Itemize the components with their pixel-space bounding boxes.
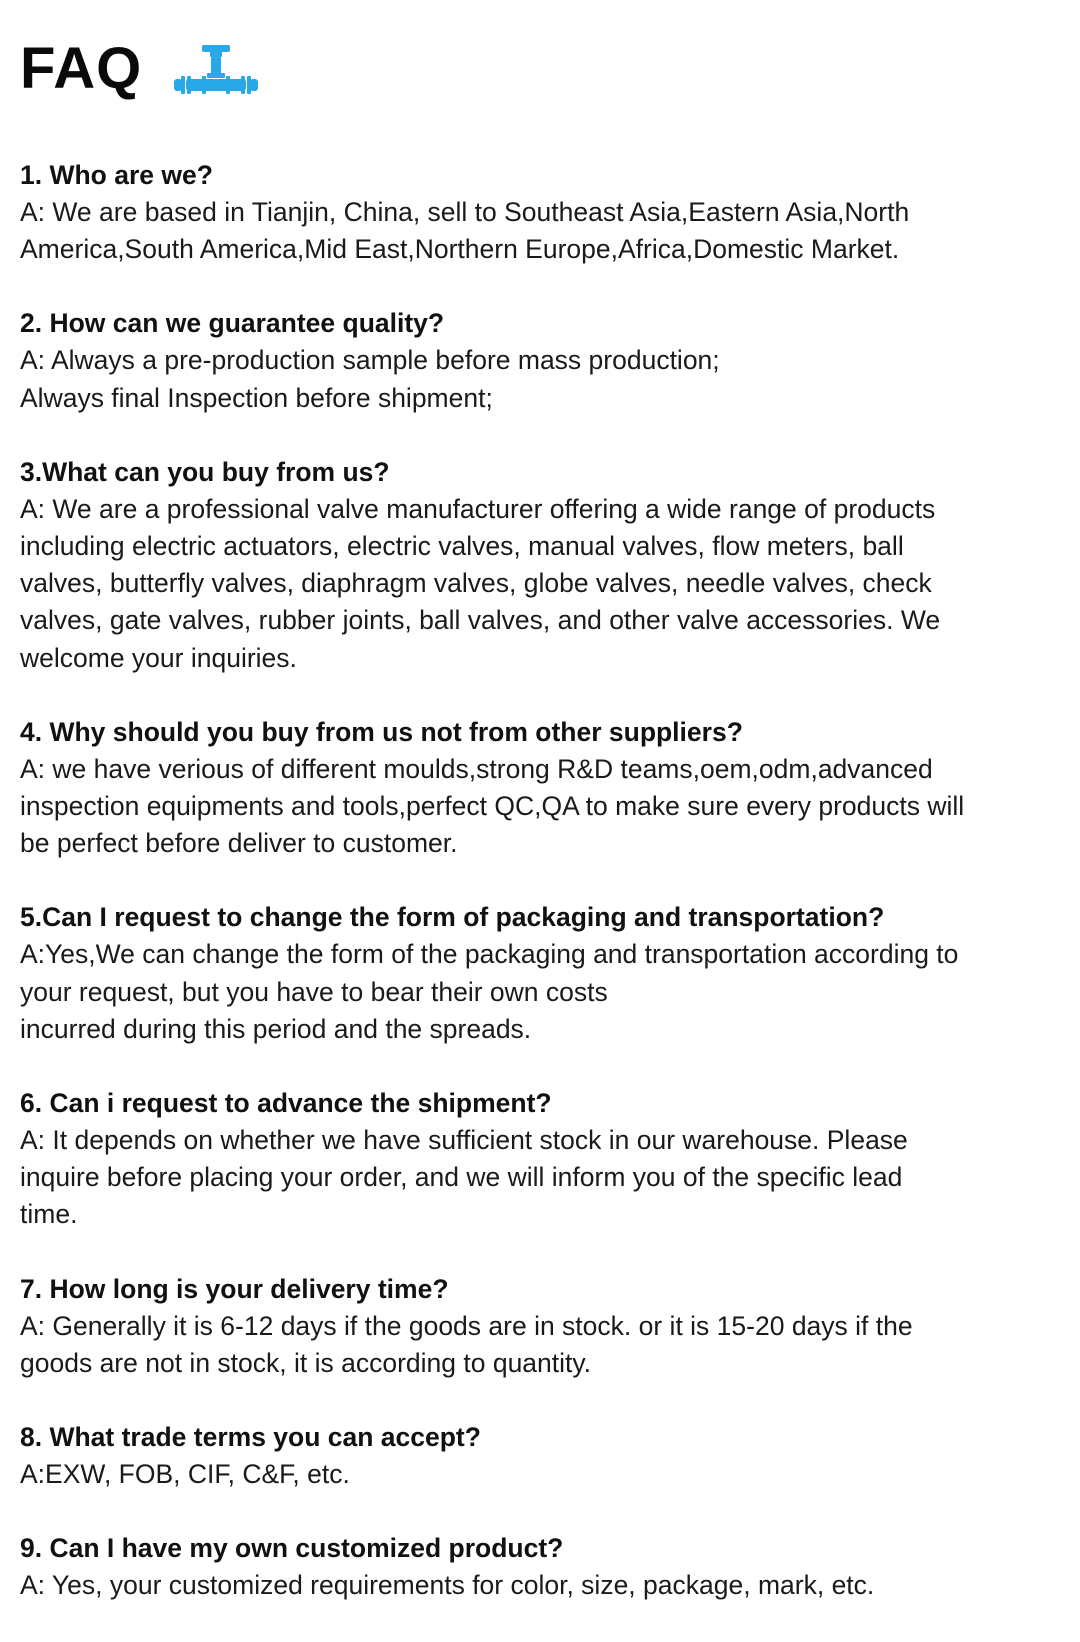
faq-answer	[20, 936, 1070, 1048]
faq-answer	[20, 1308, 1070, 1382]
faq-question: 9. Can I have my own customized product?	[20, 1533, 564, 1564]
faq-answer-line: A: we have verious of different moulds,strong R&D teams,oem,odm,advanced	[20, 753, 933, 784]
faq-question: 1. Who are we?	[20, 160, 213, 190]
faq-answer-line: your request, but you have to bear their own costs	[20, 976, 608, 1007]
faq-answer	[20, 1456, 1070, 1493]
faq-answer-line: A: We are based in Tianjin, China, sell to Southeast Asia,Eastern Asia,North	[20, 197, 910, 227]
faq-answer-line: A:Yes,We can change the form of the packaging and transportation according to	[20, 939, 959, 970]
faq-item	[20, 714, 1070, 863]
faq-answer-line: valves, butterfly valves, diaphragm valves, globe valves, needle valves, check	[20, 568, 932, 599]
faq-answer-line: Always final Inspection before shipment;	[20, 382, 493, 413]
faq-answer	[20, 751, 1070, 863]
faq-answer-line: incurred during this period and the spreads.	[20, 1013, 532, 1044]
faq-answer-line: America,South America,Mid East,Northern Europe,Africa,Domestic Market.	[20, 234, 900, 265]
faq-header	[20, 34, 260, 104]
faq-item	[20, 899, 1070, 1048]
faq-answer-line: A: We are a professional valve manufacturer offering a wide range of products	[20, 493, 936, 524]
faq-answer-line: A: Generally it is 6-12 days if the goods are in stock. or it is 15-20 days if the	[20, 1310, 913, 1341]
faq-answer	[20, 342, 1070, 416]
faq-question: 2. How can we guarantee quality?	[20, 308, 445, 339]
faq-item	[20, 1530, 1070, 1604]
faq-question: 7. How long is your delivery time?	[20, 1273, 449, 1304]
faq-answer-line: inquire before placing your order, and we will inform you of the specific lead	[20, 1162, 903, 1193]
faq-answer-line: A:EXW, FOB, CIF, C&F, etc.	[20, 1459, 350, 1490]
faq-item	[20, 1085, 1070, 1234]
faq-question: 5.Can I request to change the form of packaging and transportation?	[20, 902, 885, 933]
faq-answer	[20, 491, 1070, 677]
page-title: FAQ	[20, 36, 143, 101]
faq-answer	[20, 1122, 1070, 1234]
faq-question: 4. Why should you buy from us not from other suppliers?	[20, 716, 743, 747]
faq-question: 8. What trade terms you can accept?	[20, 1422, 481, 1453]
faq-answer-line: welcome your inquiries.	[20, 642, 297, 673]
faq-list	[20, 157, 1070, 1641]
faq-answer-line: A: It depends on whether we have sufficient stock in our warehouse. Please	[20, 1125, 908, 1156]
faq-answer-line: goods are not in stock, it is according to quantity.	[20, 1347, 592, 1378]
faq-answer-line: A: Yes, your customized requirements for color, size, package, mark, etc.	[20, 1570, 875, 1601]
faq-answer	[20, 1567, 1070, 1604]
faq-item	[20, 1419, 1070, 1493]
faq-answer-line: time.	[20, 1199, 78, 1230]
faq-answer-line: inspection equipments and tools,perfect QC,QA to make sure every products will	[20, 791, 965, 822]
faq-answer-line: A: Always a pre-production sample before mass production;	[20, 345, 720, 376]
faq-question: 3.What can you buy from us?	[20, 456, 390, 487]
faq-item	[20, 157, 1070, 268]
faq-answer	[20, 194, 1070, 268]
faq-item	[20, 305, 1070, 416]
faq-item	[20, 454, 1070, 677]
faq-answer-line: including electric actuators, electric valves, manual valves, flow meters, ball	[20, 531, 904, 562]
faq-question: 6. Can i request to advance the shipment?	[20, 1088, 552, 1119]
faq-item	[20, 1271, 1070, 1382]
faq-answer-line: valves, gate valves, rubber joints, ball valves, and other valve accessories. We	[20, 605, 941, 636]
faq-answer-line: be perfect before deliver to customer.	[20, 828, 458, 859]
pipe-fitting-icon	[172, 43, 260, 99]
